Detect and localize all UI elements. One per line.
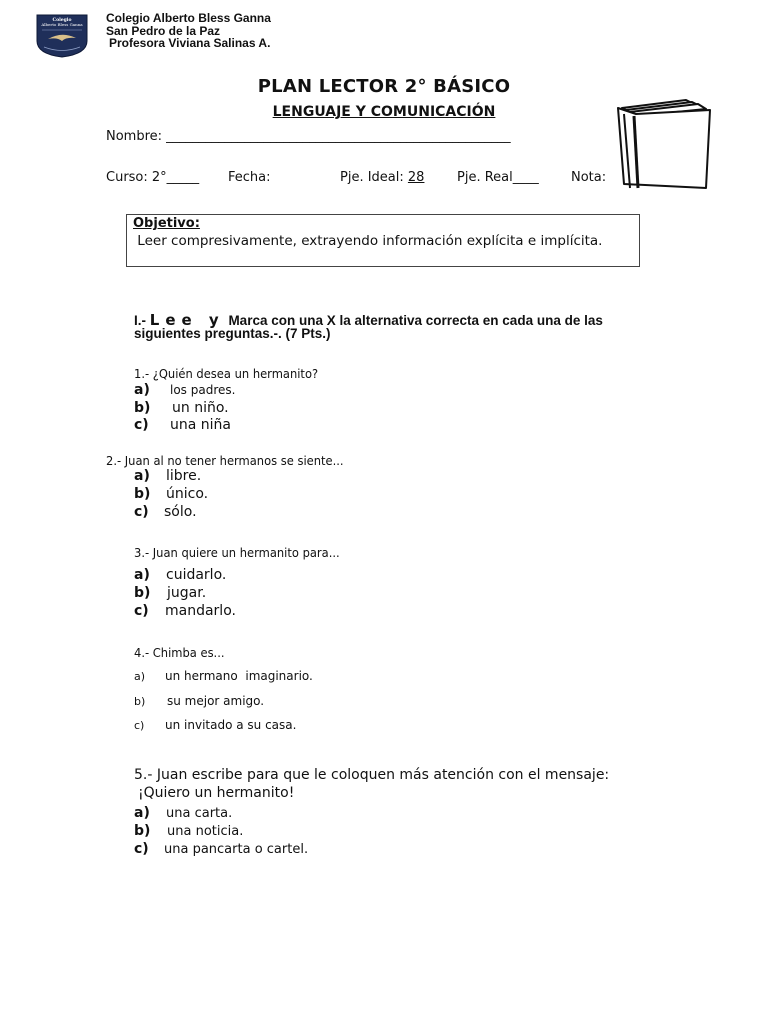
nombre-field: Nombre: _____________________________________________________	[106, 129, 511, 144]
page-title: PLAN LECTOR 2° BÁSICO	[257, 76, 511, 97]
instruction-prefix: I.-	[134, 313, 146, 328]
question-5-option-a: a) una carta.	[134, 805, 233, 821]
question-5-message: ¡Quiero un hermanito!	[138, 785, 295, 801]
question-1-option-c: c) una niña	[134, 417, 231, 433]
question-3-option-b: b) jugar.	[134, 585, 207, 601]
fecha-field: Fecha:	[228, 170, 271, 185]
question-2-option-b: b) único.	[134, 486, 209, 502]
svg-text:Alberto Bless Ganna: Alberto Bless Ganna	[41, 22, 83, 27]
question-5	[134, 766, 609, 802]
nota-field: Nota:	[571, 170, 607, 185]
school-name: Colegio Alberto Bless Ganna	[106, 11, 271, 25]
question-3: 3.- Juan quiere un hermanito para...	[134, 545, 340, 560]
school-city: San Pedro de la Paz	[106, 23, 221, 38]
question-3-option-c: c) mandarlo.	[134, 603, 236, 619]
page-subtitle: LENGUAJE Y COMUNICACIÓN	[272, 104, 496, 120]
question-1-option-a: a) los padres.	[134, 382, 236, 398]
teacher-name: Profesora Viviana Salinas A.	[109, 36, 271, 50]
objective-title: Objetivo:	[133, 216, 200, 231]
question-4-option-a: a) un hermano imaginario.	[134, 669, 313, 683]
question-4-option-b: b) su mejor amigo.	[134, 694, 265, 708]
question-1: 1.- ¿Quién desea un hermanito?	[134, 366, 319, 381]
instruction	[134, 311, 634, 341]
question-5-option-c: c) una pancarta o cartel.	[134, 841, 309, 857]
question-5-option-b: b) una noticia.	[134, 823, 244, 839]
question-3-option-a: a) cuidarlo.	[134, 567, 227, 583]
book-icon	[612, 96, 716, 192]
logo-text: Colegio	[52, 18, 72, 23]
question-2-option-c: c) sólo.	[134, 504, 197, 520]
question-5-text: 5.- Juan escribe para que le coloquen más atención con el mensaje:	[134, 767, 610, 783]
instruction-text: Marca con una X la alternativa correcta en cada una de las siguientes preguntas.-. (7 Pts.)	[134, 313, 603, 341]
pje-ideal-field	[340, 170, 424, 185]
objective-text: Leer compresivamente, extrayendo información explícita e implícita.	[137, 233, 603, 249]
question-4: 4.- Chimba es...	[134, 645, 225, 660]
pje-ideal-label: Pje. Ideal:	[340, 170, 404, 185]
pje-real-field: Pje. Real____	[457, 170, 539, 185]
question-2: 2.- Juan al no tener hermanos se siente...	[106, 453, 344, 468]
school-header	[106, 12, 271, 50]
question-4-option-c: c) un invitado a su casa.	[134, 718, 297, 732]
instruction-spaced: Lee y	[149, 311, 225, 329]
question-2-option-a: a) libre.	[134, 468, 202, 484]
objective-box	[126, 214, 640, 267]
question-1-option-b: b) un niño.	[134, 400, 229, 416]
pje-ideal-value: 28	[407, 170, 425, 185]
school-logo-shield	[36, 14, 88, 58]
curso-field: Curso: 2°_____	[106, 170, 200, 185]
